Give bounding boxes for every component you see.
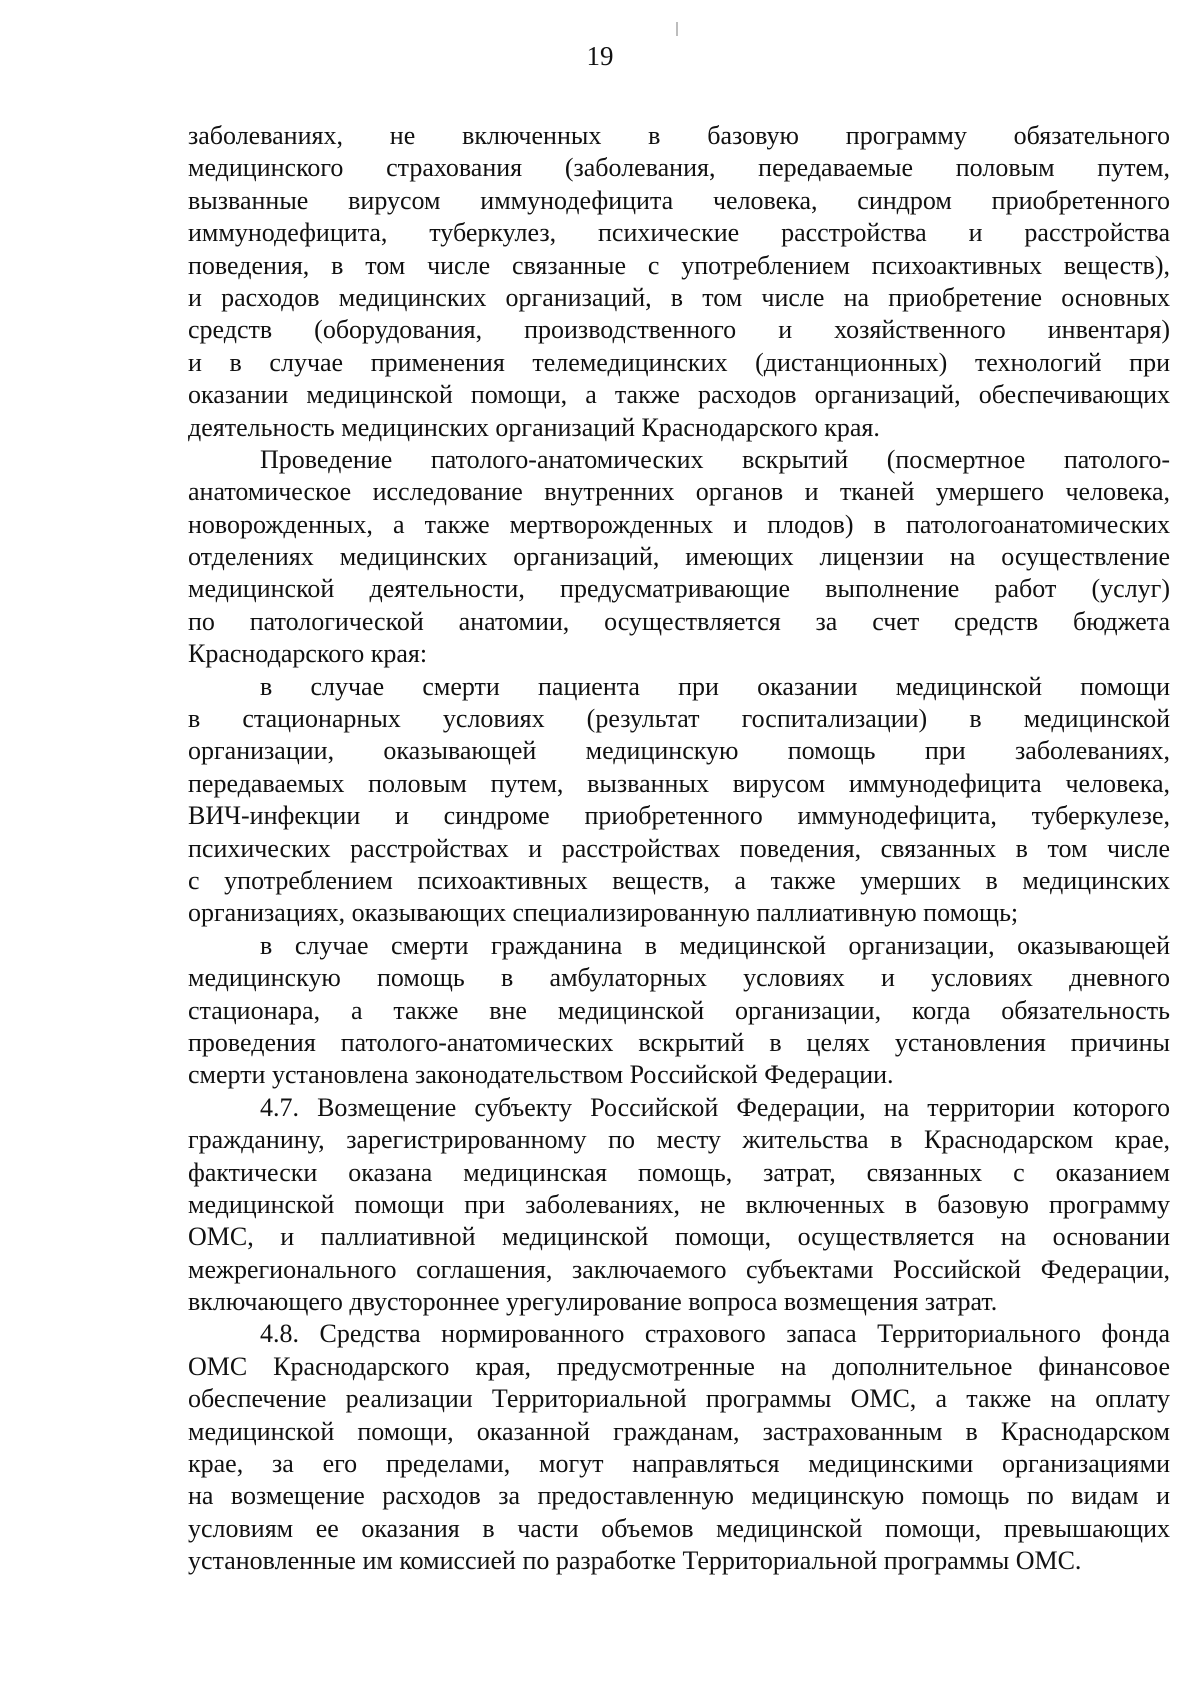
text-line: проведения патолого-анатомических вскрытий в целях установления причины	[188, 1027, 1170, 1057]
text-line: стационара, а также вне медицинской организации, когда обязательность	[188, 995, 1170, 1025]
text-line: включающего двустороннее урегулирование вопроса возмещения затрат.	[188, 1287, 998, 1317]
text-line: в случае смерти гражданина в медицинской организации, оказывающей	[260, 930, 1170, 960]
paragraph	[188, 120, 1170, 444]
paragraph	[188, 444, 1170, 671]
text-line: ВИЧ-инфекции и синдроме приобретенного иммунодефицита, туберкулезе,	[188, 801, 1170, 831]
text-line: и расходов медицинских организаций, в том числе на приобретение основных	[188, 282, 1170, 312]
text-line: отделениях медицинских организаций, имеющих лицензии на осуществление	[188, 542, 1170, 572]
text-line: гражданину, зарегистрированному по месту жительства в Краснодарском крае,	[188, 1125, 1170, 1155]
text-line: оказании медицинской помощи, а также расходов организаций, обеспечивающих	[188, 380, 1170, 410]
text-line: межрегионального соглашения, заключаемого субъектами Российской Федерации,	[188, 1254, 1170, 1284]
text-line: Краснодарского края:	[188, 639, 428, 669]
text-line: условиям ее оказания в части объемов медицинской помощи, превышающих	[188, 1513, 1170, 1543]
text-line: вызванные вирусом иммунодефицита человека, синдром приобретенного	[188, 185, 1170, 215]
text-line: по патологической анатомии, осуществляется за счет средств бюджета	[188, 606, 1170, 636]
text-line: в случае смерти пациента при оказании медицинской помощи	[260, 671, 1170, 701]
document-body	[188, 120, 1170, 1578]
text-line: медицинской помощи, оказанной гражданам, застрахованным в Краснодарском	[188, 1416, 1170, 1446]
paragraph	[188, 930, 1170, 1092]
text-line: новорожденных, а также мертворожденных и плодов) в патологоанатомических	[188, 509, 1170, 539]
text-line: деятельность медицинских организаций Краснодарского края.	[188, 412, 880, 442]
text-line: медицинскую помощь в амбулаторных условиях и условиях дневного	[188, 963, 1170, 993]
text-line: Проведение патолого-анатомических вскрытий (посмертное патолого-	[260, 444, 1170, 474]
text-line: анатомическое исследование внутренних органов и тканей умершего человека,	[188, 477, 1170, 507]
text-line: организации, оказывающей медицинскую помощь при заболеваниях,	[188, 736, 1170, 766]
text-line: медицинской деятельности, предусматривающие выполнение работ (услуг)	[188, 574, 1170, 604]
text-line: ОМС Краснодарского края, предусмотренные на дополнительное финансовое	[188, 1351, 1170, 1381]
text-line: передаваемых половым путем, вызванных вирусом иммунодефицита человека,	[188, 768, 1170, 798]
paragraph	[188, 1092, 1170, 1319]
text-line: средств (оборудования, производственного и хозяйственного инвентаря)	[188, 315, 1170, 345]
text-line: установленные им комиссией по разработке Территориальной программы ОМС.	[188, 1546, 1082, 1576]
text-line: иммунодефицита, туберкулез, психические расстройства и расстройства	[188, 218, 1170, 248]
paragraph	[188, 1318, 1170, 1577]
text-line: медицинского страхования (заболевания, передаваемые половым путем,	[188, 153, 1170, 183]
text-line: крае, за его пределами, могут направляться медицинскими организациями	[188, 1449, 1170, 1479]
text-line: и в случае применения телемедицинских (дистанционных) технологий при	[188, 347, 1170, 377]
text-line: смерти установлена законодательством Российской Федерации.	[188, 1060, 894, 1090]
text-line: медицинской помощи при заболеваниях, не включенных в базовую программу	[188, 1189, 1170, 1219]
text-line: поведения, в том числе связанные с употреблением психоактивных веществ),	[188, 250, 1170, 280]
text-line: психических расстройствах и расстройствах поведения, связанных в том числе	[188, 833, 1170, 863]
paragraph	[188, 671, 1170, 930]
scan-artifact	[676, 22, 678, 36]
text-line: с употреблением психоактивных веществ, а также умерших в медицинских	[188, 865, 1170, 895]
text-line: заболеваниях, не включенных в базовую программу обязательного	[188, 121, 1170, 150]
page-number: 19	[586, 41, 614, 71]
text-line: 4.7. Возмещение субъекту Российской Федерации, на территории которого	[260, 1092, 1170, 1122]
text-line: организациях, оказывающих специализированную паллиативную помощь;	[188, 898, 1019, 928]
text-line: в стационарных условиях (результат госпитализации) в медицинской	[188, 704, 1170, 734]
text-line: 4.8. Средства нормированного страхового запаса Территориального фонда	[260, 1319, 1170, 1349]
text-line: фактически оказана медицинская помощь, затрат, связанных с оказанием	[188, 1157, 1170, 1187]
text-line: обеспечение реализации Территориальной программы ОМС, а также на оплату	[188, 1384, 1170, 1414]
text-line: на возмещение расходов за предоставленную медицинскую помощь по видам и	[188, 1481, 1170, 1511]
text-line: ОМС, и паллиативной медицинской помощи, осуществляется на основании	[188, 1222, 1170, 1252]
